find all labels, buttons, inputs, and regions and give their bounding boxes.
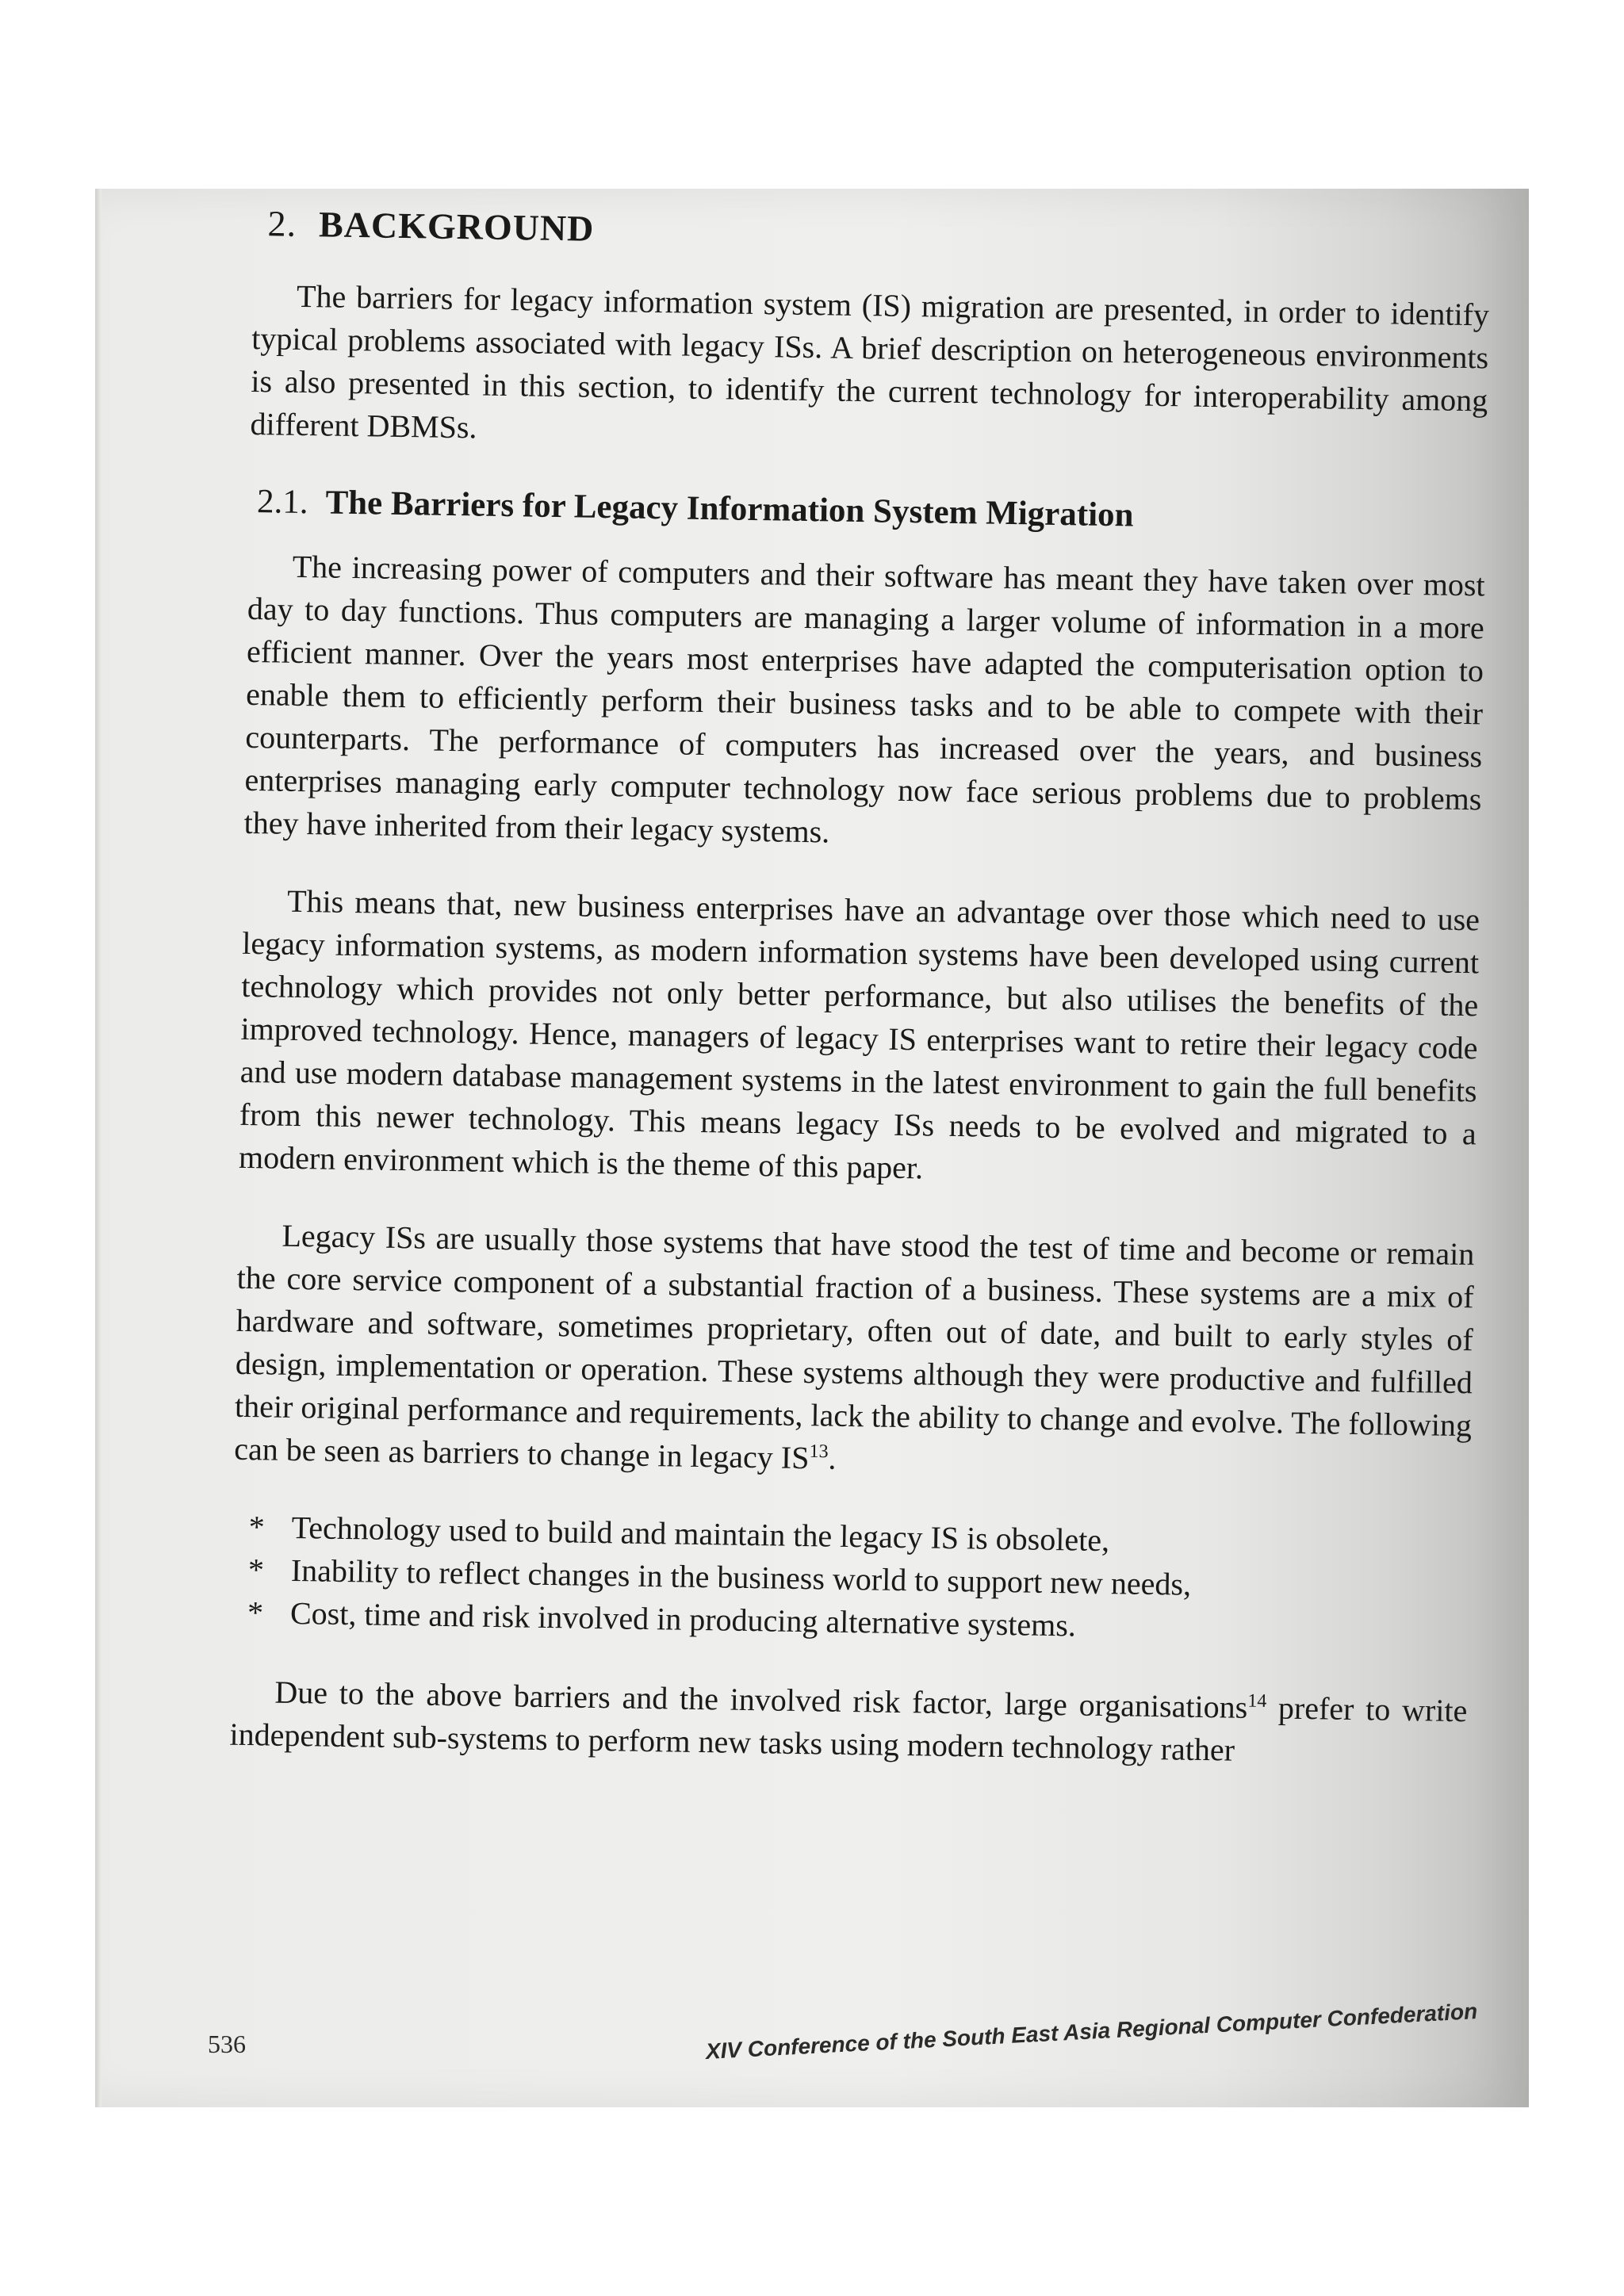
paragraph-legacy-definition <box>234 1214 1475 1490</box>
paragraph-text: Legacy ISs are usually those systems that have stood the test of time and become or remain the core service component of a substantial fraction of a business. These systems are a mix of hardware and software, sometimes proprietary, often out of date, and built to early styles of design, implementation or operation. These systems although they were productive and fulfilled their original performance and requirements, lack the ability to change and evolve. The following can be seen as barriers to change in legacy IS <box>233 1217 1475 1476</box>
paragraph-organisations <box>229 1670 1468 1775</box>
page-content <box>229 202 1491 1810</box>
barriers-list <box>247 1506 1470 1653</box>
subsection-number: 2.1. <box>256 483 308 522</box>
paragraph-text-continued: prefer to write independent sub-systems to perform new tasks using modern technology rather <box>229 1689 1468 1768</box>
list-item-text: Inability to reflect changes in the business world to support new needs, <box>290 1552 1192 1602</box>
page-footer <box>198 1999 1499 2077</box>
subsection-heading <box>257 482 1487 540</box>
bullet-marker: * <box>248 1509 266 1545</box>
intro-text: The barriers for legacy information system (IS) migration are presented, in order to identify typical problems associated with legacy ISs. A brief description on heterogeneous environments is also presented in this section, to identify the current technology for interoperability among different DBMSs. <box>250 277 1490 446</box>
bullet-marker: * <box>247 1552 265 1588</box>
list-item-text: Technology used to build and maintain the legacy IS is obsolete, <box>291 1509 1110 1559</box>
paragraph-new-enterprises <box>239 879 1480 1198</box>
reference-superscript: 14 <box>1247 1690 1267 1712</box>
paragraph-text: The increasing power of computers and their software has meant they have taken over most day to day functions. Thus computers are managing a larger volume of information in a more efficient manner. Over the years most enterprises have adapted the computerisation option to enable them to efficiently perform their business tasks and to be able to compete with their counterparts. The performance of computers has increased over the years, and business enterprises managing early computer technology now face serious problems due to problems they have inherited from their legacy systems. <box>243 548 1485 850</box>
section-number: 2. <box>267 203 297 244</box>
paragraph-computing-power <box>243 545 1485 863</box>
paragraph-end: . <box>828 1440 837 1476</box>
paragraph-text: Due to the above barriers and the involved risk factor, large organisations <box>274 1674 1248 1725</box>
list-item-text: Cost, time and risk involved in producing alternative systems. <box>289 1594 1077 1644</box>
reference-superscript: 13 <box>809 1441 829 1463</box>
paragraph-text: This means that, new business enterprises have an advantage over those which need to use legacy information systems, as modern information systems have been developed using current technology which provides not only better performance, but also utilises the benefits of the improved technology. Hence, managers of legacy IS enterprises want to retire their legacy code and use modern database management systems in the latest environment to gain the full benefits from this newer technology. This means legacy ISs needs to be evolved and migrated to a modern environment which is the theme of this paper. <box>238 882 1480 1186</box>
page-number: 536 <box>208 2030 246 2058</box>
conference-title: XIV Conference of the South East Asia Regional Computer Confederation <box>705 1999 1478 2064</box>
section-title: BACKGROUND <box>318 204 595 249</box>
bullet-marker: * <box>247 1594 264 1631</box>
intro-paragraph <box>250 274 1489 465</box>
subsection-title: The Barriers for Legacy Information System Migration <box>325 484 1134 534</box>
